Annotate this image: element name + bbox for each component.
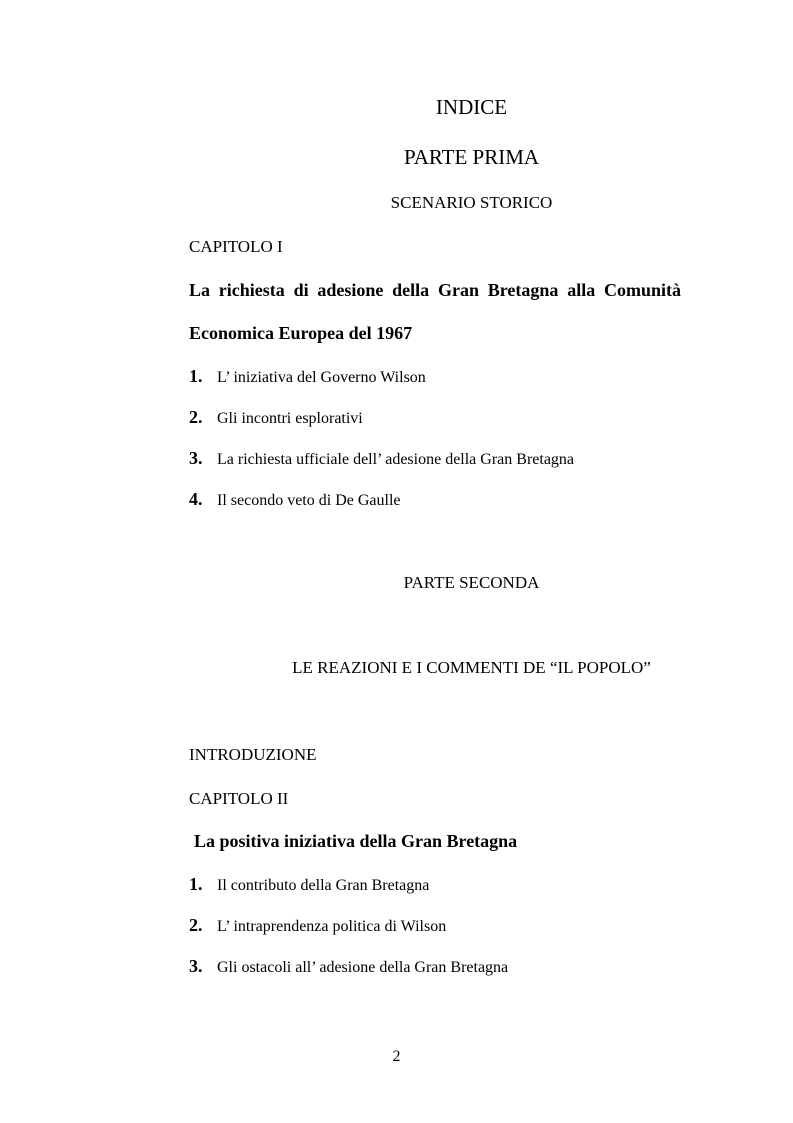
toc-item-text: L’ intraprendenza politica di Wilson bbox=[217, 918, 447, 935]
chapter-one-label: CAPITOLO I bbox=[189, 237, 283, 256]
toc-item bbox=[189, 407, 363, 428]
chapter-two-title: La positiva iniziativa della Gran Bretagna bbox=[194, 831, 518, 851]
chapter-two-label: CAPITOLO II bbox=[189, 789, 289, 808]
toc-item-text: Gli ostacoli all’ adesione della Gran Bretagna bbox=[217, 959, 509, 976]
toc-item-number: 1. bbox=[189, 874, 203, 894]
toc-item bbox=[189, 366, 426, 387]
toc-item-text: Il secondo veto di De Gaulle bbox=[217, 492, 401, 509]
toc-item-number: 2. bbox=[189, 915, 203, 935]
toc-item-text: La richiesta ufficiale dell’ adesione della Gran Bretagna bbox=[217, 451, 575, 468]
toc-item-text: Gli incontri esplorativi bbox=[217, 410, 363, 427]
part-one-subtitle: SCENARIO STORICO bbox=[390, 193, 553, 212]
toc-item bbox=[189, 874, 429, 895]
index-title: INDICE bbox=[435, 95, 508, 119]
toc-item bbox=[189, 956, 508, 977]
toc-item-number: 1. bbox=[189, 366, 203, 386]
part-one-title: PARTE PRIMA bbox=[403, 145, 540, 169]
toc-item-text: L’ iniziativa del Governo Wilson bbox=[217, 369, 426, 386]
toc-item bbox=[189, 448, 574, 469]
page-number: 2 bbox=[392, 1048, 401, 1065]
chapter-one-title-line2: Economica Europea del 1967 bbox=[189, 323, 413, 343]
toc-item-number: 4. bbox=[189, 489, 203, 509]
toc-item-text: Il contributo della Gran Bretagna bbox=[217, 877, 430, 894]
toc-item bbox=[189, 489, 401, 510]
toc-item-number: 3. bbox=[189, 956, 203, 976]
toc-item-number: 3. bbox=[189, 448, 203, 468]
part-two-title: PARTE SECONDA bbox=[403, 573, 540, 592]
chapter-one-title-line1: La richiesta di adesione della Gran Bretagna alla Comunità bbox=[189, 280, 681, 300]
toc-item bbox=[189, 915, 446, 936]
part-two-subtitle: LE REAZIONI E I COMMENTI DE “IL POPOLO” bbox=[292, 658, 651, 677]
introduction-label: INTRODUZIONE bbox=[189, 745, 317, 764]
toc-item-number: 2. bbox=[189, 407, 203, 427]
